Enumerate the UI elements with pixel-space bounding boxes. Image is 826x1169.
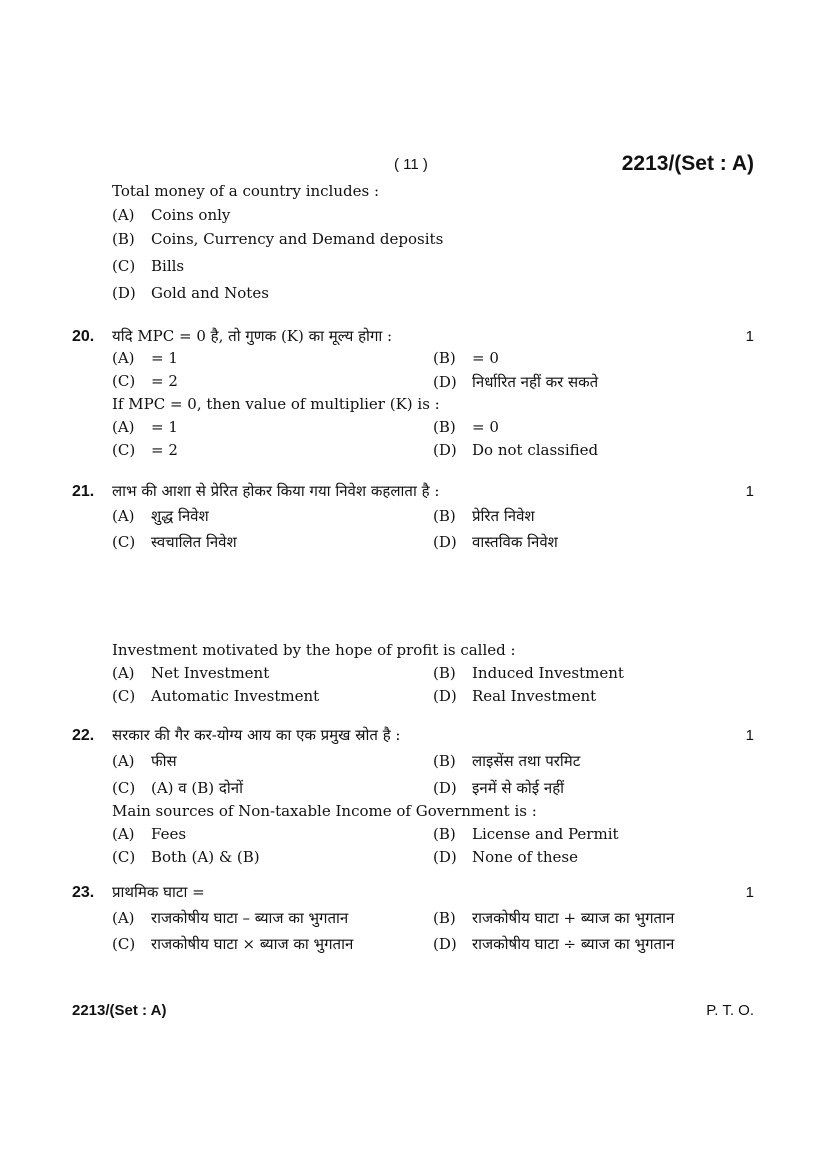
option-label: (B) (433, 349, 456, 367)
question-19 (72, 182, 754, 308)
question-number: 21. (72, 483, 95, 500)
option-text: स्वचालित निवेश (151, 533, 237, 551)
option-d-hi (433, 778, 754, 802)
option-text: Do not classified (472, 441, 599, 459)
option-label: (A) (112, 418, 135, 436)
option-label: (B) (433, 752, 456, 770)
question-text-hi: प्राथमिक घाटा = (112, 883, 205, 901)
option-a-hi (112, 908, 433, 934)
option-c-en (112, 848, 433, 871)
option-a-en (112, 825, 433, 848)
question-22 (72, 725, 754, 871)
option-text: इनमें से कोई नहीं (472, 779, 565, 797)
option-label: (C) (112, 935, 136, 953)
option-text: = 1 (151, 349, 178, 367)
option-label: (D) (433, 373, 457, 391)
option-text: License and Permit (472, 825, 619, 843)
option-label: (C) (112, 372, 136, 390)
option-text: = 0 (472, 349, 499, 367)
option-label: (C) (112, 257, 136, 275)
option-b-hi (433, 506, 754, 532)
option-text: = 1 (151, 418, 178, 436)
option-c-hi (112, 372, 433, 395)
question-23 (72, 882, 754, 960)
question-text-en: Total money of a country includes : (112, 182, 380, 200)
option-label: (B) (433, 909, 456, 927)
option-label: (A) (112, 664, 135, 682)
option-label: (C) (112, 779, 136, 797)
option-text: = 2 (151, 441, 178, 459)
option-text: Both (A) & (B) (151, 848, 260, 866)
option-text: Bills (151, 257, 185, 275)
question-21-en (72, 641, 754, 710)
question-text-hi: यदि MPC = 0 है, तो गुणक (K) का मूल्य होगा : (112, 327, 393, 345)
option-text: None of these (472, 848, 578, 866)
option-label: (C) (112, 848, 136, 866)
option-d-hi (433, 532, 754, 555)
option-c-hi (112, 778, 433, 802)
option-text: Gold and Notes (151, 284, 269, 302)
option-b-en (433, 664, 754, 687)
option-label: (D) (433, 779, 457, 797)
option-b (112, 230, 754, 257)
option-d-en (433, 687, 754, 710)
option-text: लाइसेंस तथा परमिट (472, 752, 581, 770)
option-c-hi (112, 934, 433, 960)
question-marks: 1 (745, 483, 754, 500)
option-b-hi (433, 908, 754, 934)
option-label: (C) (112, 687, 136, 705)
option-a-hi (112, 506, 433, 532)
option-text: Real Investment (472, 687, 597, 705)
option-c-hi (112, 532, 433, 555)
question-text-en: Investment motivated by the hope of profit is called : (112, 641, 516, 659)
option-text: Automatic Investment (151, 687, 320, 705)
question-marks: 1 (745, 884, 754, 901)
option-b-hi (433, 349, 754, 372)
option-label: (D) (433, 848, 457, 866)
option-a (112, 206, 754, 230)
option-text: (A) व (B) दोनों (151, 779, 243, 797)
option-text: Coins, Currency and Demand deposits (151, 230, 444, 248)
question-text-en: If MPC = 0, then value of multiplier (K) is : (112, 395, 440, 413)
option-label: (A) (112, 206, 135, 224)
option-label: (D) (433, 935, 457, 953)
option-label: (B) (112, 230, 135, 248)
option-b-en (433, 825, 754, 848)
option-a-en (112, 664, 433, 687)
option-label: (A) (112, 349, 135, 367)
option-label: (B) (433, 664, 456, 682)
option-label: (D) (433, 533, 457, 551)
option-a-en (112, 418, 433, 441)
option-c-en (112, 687, 433, 710)
option-b-en (433, 418, 754, 441)
question-number: 22. (72, 727, 95, 744)
option-text: Fees (151, 825, 187, 843)
question-marks: 1 (745, 328, 754, 345)
question-number: 20. (72, 328, 95, 345)
option-text: Induced Investment (472, 664, 624, 682)
question-text-hi: लाभ की आशा से प्रेरित होकर किया गया निवेश कहलाता है : (112, 482, 440, 500)
option-text: Net Investment (151, 664, 270, 682)
option-label: (A) (112, 507, 135, 525)
option-text: Coins only (151, 206, 231, 224)
question-21 (72, 481, 754, 555)
option-label: (D) (433, 687, 457, 705)
option-c-en (112, 441, 433, 464)
option-text: राजकोषीय घाटा + ब्याज का भुगतान (472, 909, 675, 927)
option-label: (C) (112, 533, 136, 551)
option-text: राजकोषीय घाटा × ब्याज का भुगतान (151, 935, 354, 953)
option-d-en (433, 441, 754, 464)
option-label: (C) (112, 441, 136, 459)
option-text: फीस (151, 752, 177, 770)
option-d (112, 284, 754, 308)
option-a-hi (112, 349, 433, 372)
option-label: (A) (112, 825, 135, 843)
option-d-hi (433, 372, 754, 395)
question-20 (72, 326, 754, 464)
option-text: = 0 (472, 418, 499, 436)
paper-code-footer: 2213/(Set : A) (72, 1002, 167, 1019)
page-number: ( 11 ) (394, 156, 428, 173)
option-text: राजकोषीय घाटा – ब्याज का भुगतान (151, 909, 349, 927)
question-text-en: Main sources of Non-taxable Income of Government is : (112, 802, 537, 820)
option-text: शुद्ध निवेश (151, 507, 209, 525)
paper-code-header: 2213/(Set : A) (621, 152, 754, 175)
question-number: 23. (72, 884, 95, 901)
option-c (112, 257, 754, 284)
option-text: = 2 (151, 372, 178, 390)
option-text: प्रेरित निवेश (472, 507, 535, 525)
option-text: वास्तविक निवेश (472, 533, 558, 551)
question-marks: 1 (745, 727, 754, 744)
option-label: (B) (433, 825, 456, 843)
option-label: (A) (112, 909, 135, 927)
option-a-hi (112, 751, 433, 778)
question-text-hi: सरकार की गैर कर-योग्य आय का एक प्रमुख स्रोत है : (112, 726, 401, 744)
option-d-hi (433, 934, 754, 960)
option-label: (A) (112, 752, 135, 770)
option-label: (B) (433, 507, 456, 525)
option-label: (D) (433, 441, 457, 459)
pto-label: P. T. O. (706, 1002, 754, 1019)
option-label: (D) (112, 284, 136, 302)
option-label: (B) (433, 418, 456, 436)
option-text: राजकोषीय घाटा ÷ ब्याज का भुगतान (472, 935, 675, 953)
option-b-hi (433, 751, 754, 778)
option-d-en (433, 848, 754, 871)
option-text: निर्धारित नहीं कर सकते (472, 373, 599, 391)
